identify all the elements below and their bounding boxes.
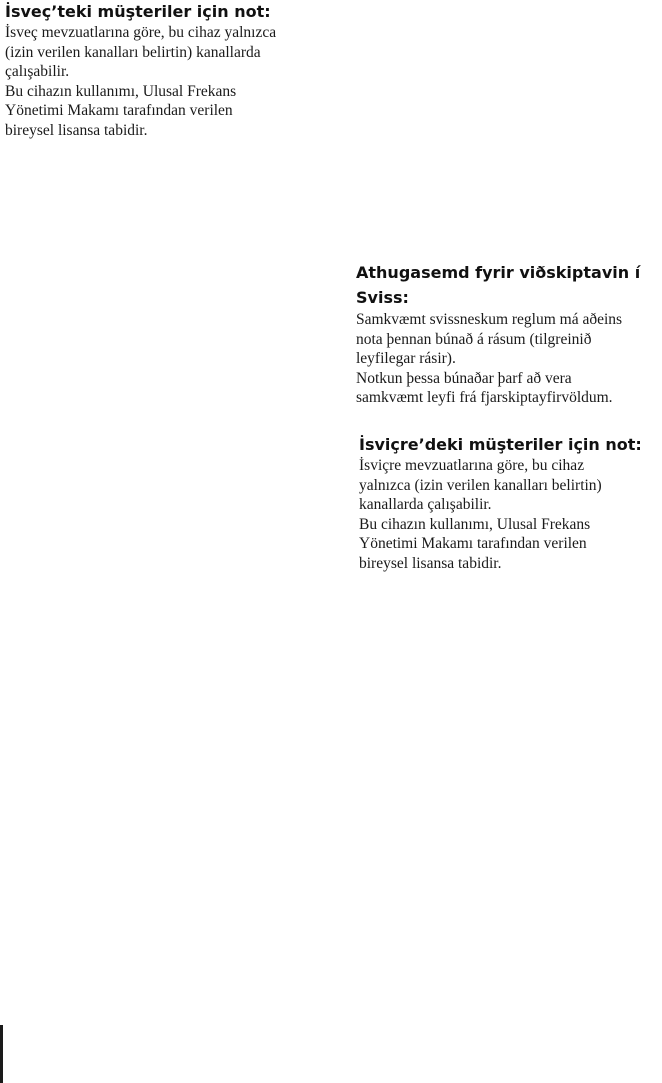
note-switzerland-turkish <box>359 434 659 573</box>
page-margin-bar <box>0 1025 3 1083</box>
note-heading: İsveç’teki müşteriler için not: <box>5 2 271 21</box>
note-sweden-turkish <box>5 1 325 140</box>
note-body: İsviçre mevzuatlarına göre, bu cihaz yalnızca (izin verilen kanalları belirtin) kanallarda çalışabilir. Bu cihazın kullanımı, Ulusal Frekans Yönetimi Makamı tarafından verilen bireysel lisansa tabidir. <box>359 457 602 572</box>
note-body: İsveç mevzuatlarına göre, bu cihaz yalnızca (izin verilen kanalları belirtin) kanallarda çalışabilir. Bu cihazın kullanımı, Ulusal Frekans Yönetimi Makamı tarafından verilen bireysel lisansa tabidir. <box>5 24 277 139</box>
note-body: Samkvæmt svissneskum reglum má aðeins nota þennan búnað á rásum (tilgreinið leyfilegar rásir). Notkun þessa búnaðar þarf að vera samkvæmt leyfi frá fjarskiptayfirvöldum. <box>356 311 623 406</box>
note-heading: Athugasemd fyrir viðskiptavin í Sviss: <box>356 263 641 307</box>
note-switzerland-icelandic <box>356 260 662 408</box>
note-heading: İsviçre’deki müşteriler için not: <box>359 435 642 454</box>
